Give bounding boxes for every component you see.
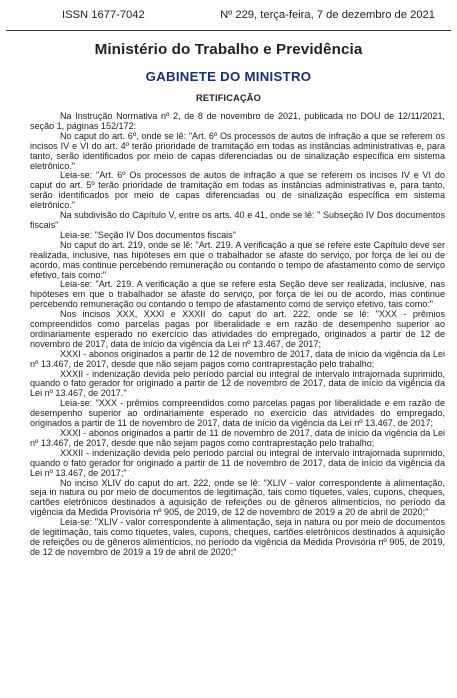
paragraph: Leia-se: "Art. 6º Os processos de autos de infração a que se referem os incisos IV e VI do caput do art. 5º terão prioridade de tramitação em todas as instâncias administrativas e, para tanto, serão identificados por meio de capas diferenciadas ou de sinalização específica em sistema eletrônico."	[30, 170, 445, 211]
paragraph: No caput do art. 6º, onde se lê: "Art. 6º Os processos de autos de infração a que se referem os incisos IV e VI do art. 4º terão prioridade de tramitação em todas as instâncias administrativas e, para tanto, serão identificados por meio de capas diferenciadas ou de sinalização específica em sistema eletrônico."	[30, 130, 445, 171]
paragraph: XXXI - abonos originados a partir de 11 de novembro de 2017, data de início da vigência da Lei nº 13.467, de 2017, desde que não sejam pagos como contraprestação pelo trabalho;	[30, 428, 445, 448]
section-title: RETIFICAÇÃO	[196, 93, 261, 103]
issue-info: Nº 229, terça-feira, 7 de dezembro de 2021	[220, 9, 435, 21]
paragraph: Leia-se: "Seção IV Dos documentos fiscais"	[60, 229, 236, 240]
paragraph: XXXII - indenização devida pelo período parcial ou integral de intervalo intrajornada suprimido, quando o fato gerador for originado a partir de 11 de novembro de 2017, data de início da vigência da Lei nº 13.467, de 2017;"	[30, 447, 445, 478]
paragraph: Na subdivisão do Capítulo V, entre os arts. 40 e 41, onde se lê: " Subseção IV Dos documentos fiscais"	[30, 210, 445, 230]
paragraph: Nos incisos XXX, XXXI e XXXII do caput do art. 222, onde se lê: "XXX - prêmios compreendidos como parcelas pagas por liberalidade e em razão de desempenho superior ao ordinariamente esperado no exercício das atividades do empregado, originados a partir de 12 de novembro de 2017, data de início da vigência da Lei nº 13.467, de 2017;	[30, 309, 445, 349]
paragraph: Leia-se: "Art. 219. A verificação a que se refere esta Seção deve ser realizada, inclusive, nas hipóteses em que o trabalhador se afaste do serviço, por força de lei ou de acordo, mas continue percebendo remuneração ou contando o tempo de afastamento como de serviço efetivo, tais como:"	[30, 279, 445, 310]
paragraph: XXXII - indenização devida pelo período parcial ou integral de intervalo intrajornada suprimido, quando o fato gerador for originado a partir de 12 de novembro de 2017, data de início da vigência da Lei nº 13.467, de 2017."	[30, 368, 445, 399]
paragraph: No caput do art. 219, onde se lê: "Art. 219. A verificação a que se refere este Capítulo deve ser realizada, inclusive, nas hipóteses em que o trabalhador se afaste do serviço, por força de lei ou de acordo, mas continue percebendo remuneração ou contando o tempo de afastamento como de serviço efetivo, tais como:"	[30, 239, 445, 280]
ministry-title: Ministério do Trabalho e Previdência	[94, 41, 363, 58]
paragraph: XXXI - abonos originados a partir de 12 de novembro de 2017, data de início da vigência da Lei nº 13.467, de 2017, desde que não sejam pagos como contraprestação pelo trabalho;	[30, 348, 445, 369]
page-header	[0, 0, 457, 30]
paragraph: Na Instrução Normativa nº 2, de 8 de novembro de 2021, publicada no DOU de 12/11/2021, seção 1, páginas 152/172:	[30, 111, 445, 131]
paragraph: Leia-se: "XLIV - valor correspondente à alimentação, seja in natura ou por meio de documentos de legitimação, tais como tíquetes, vales, cupons, cheques, cartões eletrônicos destinados à aquisição de refeições ou de gêneros alimentícios, no período da vigência da Medida Provisória nº 905, de 2019, de 12 de novembro de 2019 a 19 de abril de 2020;"	[30, 517, 445, 557]
cabinet-title: GABINETE DO MINISTRO	[145, 69, 312, 84]
paragraph: Leia-se: "XXX - prêmios compreendidos como parcelas pagas por liberalidade e em razão de desempenho superior ao ordinariamente esperado no exercício das atividades do empregado, originados a partir de 11 de novembro de 2017, data de início da vigência da Lei nº 13.467, de 2017;	[30, 398, 445, 429]
issn-number: ISSN 1677-7042	[62, 9, 145, 21]
document-body	[0, 112, 457, 558]
paragraph: No inciso XLIV do caput do art. 222, onde se lê: "XLIV - valor correspondente à alimentação, seja in natura ou por meio de documentos de legitimação, tais como tíquetes, vales, cupons, cheques, cartões eletrônicos destinados à aquisição de refeições ou de gêneros alimentícios, no período da vigência da Medida Provisória nº 905, de 2019, de 12 de novembro de 2019 a 20 de abril de 2020;"	[30, 477, 445, 518]
header-divider	[6, 30, 451, 31]
